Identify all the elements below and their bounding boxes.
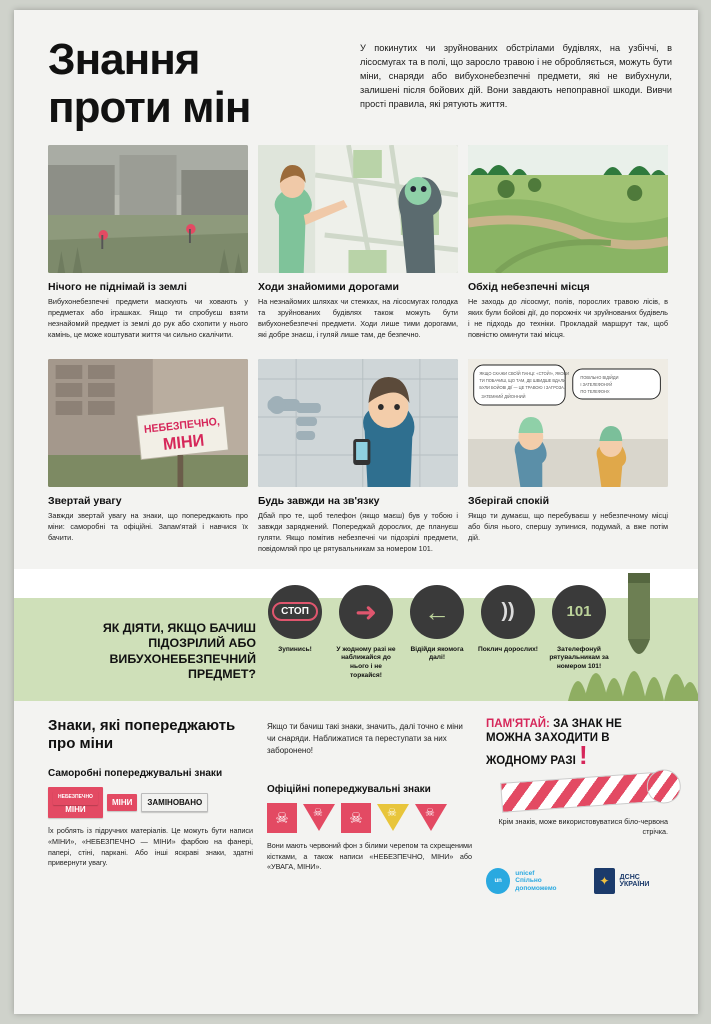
advice-card xyxy=(468,145,668,341)
step-label: Відійди якомога далі! xyxy=(410,645,464,662)
card-title: Нічого не піднімай із землі xyxy=(48,281,187,294)
advice-cards-row-2 xyxy=(14,353,698,555)
card-title: Будь завжди на зв'язку xyxy=(258,494,380,507)
danger-mines-warning-sign-board-image xyxy=(48,359,248,487)
exclamation-icon: ! xyxy=(578,740,588,771)
unicef-logo-text xyxy=(515,870,580,893)
card-title: Звертай увагу xyxy=(48,494,122,507)
advice-card xyxy=(468,359,668,555)
logos-row xyxy=(486,868,668,894)
svg-text:НЕБЕЗПЕЧНО,: НЕБЕЗПЕЧНО, xyxy=(143,415,221,436)
skull-triangle-sign-icon: ☠ xyxy=(303,804,335,831)
homemade-signs-title: Саморобні попереджувальні знаки xyxy=(48,768,223,780)
tape-note: Крім знаків, може використовуватися біло-червона стрічка. xyxy=(498,816,668,837)
phone-101-icon xyxy=(552,585,606,639)
title-line-1: Знання xyxy=(48,35,200,84)
svg-text:ПОВІЛЬНО ВІДІЙДИ: ПОВІЛЬНО ВІДІЙДИ xyxy=(580,374,619,380)
girl-with-map-and-robot-image xyxy=(258,145,458,273)
boy-with-phone-and-robot-hand-image xyxy=(258,359,458,487)
step-label: Зателефонуй рятувальникам за номером 101! xyxy=(549,645,609,671)
advice-card xyxy=(48,359,248,555)
card-text: Не заходь до лісосмуг, полів, порослих травою лісів, в яких були бойові дії, до порожніх чи зруйнованих будівель і не підходь до техніки. Прокладай маршрут так, щоб повністю оминути такі місця. xyxy=(468,297,668,339)
svg-text:БУЛИ БОЙОВІ ДІЇ — ЦЕ ТРАВОЮ І: БУЛИ БОЙОВІ ДІЇ — ЦЕ ТРАВОЮ І ЗАГРОЗА. xyxy=(479,384,565,390)
sign-chip-mines xyxy=(107,794,137,811)
homemade-signs-note: Їх роблять із підручних матеріалів. Це можуть бути написи «МІНИ», «НЕБЕЗПЕЧНО — МІНИ» фарбою на фанері, папері, стіні, паркані. Або інші яскраві знаки, здатні привернути увагу. xyxy=(48,825,253,868)
card-title: Обхід небезпечні місця xyxy=(468,281,590,294)
advice-card xyxy=(258,145,458,341)
skull-square-sign-icon: ☠ xyxy=(267,803,297,833)
action-question: ЯК ДІЯТИ, ЯКЩО БАЧИШ ПІДОЗРІЛИЙ АБО ВИБУХОНЕБЕЗПЕЧНИЙ ПРЕДМЕТ? xyxy=(102,620,256,682)
stop-sign-icon xyxy=(268,585,322,639)
unicef-logo xyxy=(486,868,580,894)
card-text: Дбай про те, щоб телефон (якщо маєш) був у тобою і завжди заряджений. Попереджай дорослих, де плануєш гуляти. Якщо помітив небезпечні чи підозрілі предмети, повідомляй про це рятувальникам за номером 101. xyxy=(258,510,458,553)
svg-text:ПО ТЕЛЕФОНУ.: ПО ТЕЛЕФОНУ. xyxy=(580,388,610,394)
card-text: На незнайомих шляхах чи стежках, на лісосмугах голодка та зруйнованих будівлях також можуть бути вибухонебезпечні предмети. Ходи лише тими дорогами, які добре знаєш, і гуляй лише там, де безпечно. xyxy=(258,297,458,339)
signs-middle-column xyxy=(267,717,472,895)
svg-text:ТИ ПОБАЧИШ, ЩО ТАМ, ДЕ ШВИДШЕ: ТИ ПОБАЧИШ, ЩО ТАМ, ДЕ ШВИДШЕ ВДАЛИ xyxy=(479,377,566,383)
svg-text:І ЗАТЕЛЕФОНУЙ: І ЗАТЕЛЕФОНУЙ xyxy=(580,381,613,387)
arrow-right-icon: ➜ xyxy=(339,585,393,639)
step-item xyxy=(264,585,326,701)
title-line-2: проти мін xyxy=(48,82,251,132)
official-signs-list xyxy=(267,803,472,833)
warning-tape-icon xyxy=(500,771,669,813)
remember-label: ПАМ'ЯТАЙ: xyxy=(486,717,550,730)
phone-number-label: 101 xyxy=(566,603,592,621)
unicef-name: unicef xyxy=(515,869,535,877)
poster xyxy=(14,10,698,1014)
unicef-emblem-icon: un xyxy=(486,868,510,894)
advice-card xyxy=(48,145,248,341)
poster-header xyxy=(14,10,698,139)
step-label: У жодному разі не наближайся до нього і не торкайся! xyxy=(336,645,396,680)
svg-text:ЯКЩО СКАЖИ СВОЇЙ ПАНЦІ: «СТОЙ!: ЯКЩО СКАЖИ СВОЇЙ ПАНЦІ: «СТОЙ!», ЯКОВИ xyxy=(479,370,570,376)
ruined-building-with-mine-markers-image xyxy=(48,145,248,273)
advice-cards-row-1 xyxy=(14,139,698,341)
dsns-emblem-icon: ✦ xyxy=(594,868,615,894)
dsns-logo xyxy=(594,868,668,894)
dsns-logo-text: ДСНС УКРАЇНИ xyxy=(619,874,650,889)
skull-square-sign-icon: ☠ xyxy=(341,803,371,833)
comic-strip-two-kids-crouching-image xyxy=(468,359,668,487)
remember-banner xyxy=(486,717,668,769)
card-text: Якщо ти думаєш, що перебуваєш у небезпечному місці або біля нього, спершу зупинися, подумай, а вже потім дій. xyxy=(468,510,668,542)
intro-paragraph: У покинутих чи зруйнованих обстрілами будівлях, на узбіччі, в лісосмугах та в полі, що заросло травою і не обробляється, можуть бути міни, снаряди або вибухонебезпечні предмети, які не вибухнули, залишені після бойових дій. Вони завдають непоправної шкоди. Вивчи прості правила, які рятують життя. xyxy=(360,43,672,109)
step-item xyxy=(406,585,468,701)
sign-chip-danger-mines xyxy=(48,787,103,818)
green-field-with-trench-path-image xyxy=(468,145,668,273)
sign-chip-mined xyxy=(141,793,208,812)
official-signs-title: Офіційні попереджувальні знаки xyxy=(267,783,431,795)
card-text: Вибухонебезпечні предмети маскують чи ховають у предметах або іграшках. Якщо ти спробуєш взяти незнайомий предмет із землі до рук або схопити у нього камінь, це може коштувати життя чи сильно скалічити. xyxy=(48,297,248,339)
chip-main-label: ЗАМІНОВАНО xyxy=(147,797,203,807)
step-item xyxy=(477,585,539,701)
signs-section-title: Знаки, які попереджають про міни xyxy=(48,716,236,753)
step-label: Поклич дорослих! xyxy=(477,645,538,653)
signs-right-column xyxy=(486,717,668,895)
chip-top-label: НЕБЕЗПЕЧНО xyxy=(53,791,98,805)
action-steps-strip xyxy=(14,569,698,701)
skull-triangle-sign-icon: ☠ xyxy=(415,804,447,831)
unicef-subtitle: Спільно допоможемо xyxy=(515,877,557,893)
signs-section xyxy=(14,701,698,895)
yellow-triangle-sign-icon: ☠ xyxy=(377,804,409,831)
page-title xyxy=(48,36,338,131)
signs-left-column xyxy=(48,717,253,895)
homemade-signs-list xyxy=(48,787,253,818)
stop-icon-label: СТОП xyxy=(272,602,318,621)
svg-text:МІНИ: МІНИ xyxy=(162,429,206,454)
advice-card xyxy=(258,359,458,555)
step-item xyxy=(548,585,610,701)
card-text: Завжди звертай увагу на знаки, що попереджають про міни: саморобні та офіційні. Запам'ятай і навчися їх бачити. xyxy=(48,510,248,542)
svg-text:ЗАТЕМНИЙ ДІЙОННИЙ: ЗАТЕМНИЙ ДІЙОННИЙ xyxy=(481,393,526,399)
arrow-left-icon: ← xyxy=(410,585,464,639)
sound-wave-icon: )) xyxy=(481,585,535,639)
card-title: Ходи знайомими дорогами xyxy=(258,281,400,294)
chip-main-label: МІНИ xyxy=(111,797,133,807)
official-signs-note: Вони мають червоний фон з білими черепом та схрещеними кістками, а також написи «НЕБЕЗПЕЧНО, МІНИ» або «УВАГА, МІНИ». xyxy=(267,840,472,872)
card-title: Зберігай спокій xyxy=(468,494,550,507)
step-item xyxy=(335,585,397,701)
step-label: Зупинись! xyxy=(278,645,312,653)
steps-list xyxy=(264,569,610,701)
signs-middle-note: Якщо ти бачиш такі знаки, значить, далі точно є міни чи снаряди. Наближатися та переступати за них заборонено! xyxy=(267,721,463,756)
chip-main-label: МІНИ xyxy=(65,804,86,814)
remember-text: ЗА ЗНАК НЕ МОЖНА ЗАХОДИТИ В ЖОДНОМУ РАЗІ xyxy=(486,717,622,768)
